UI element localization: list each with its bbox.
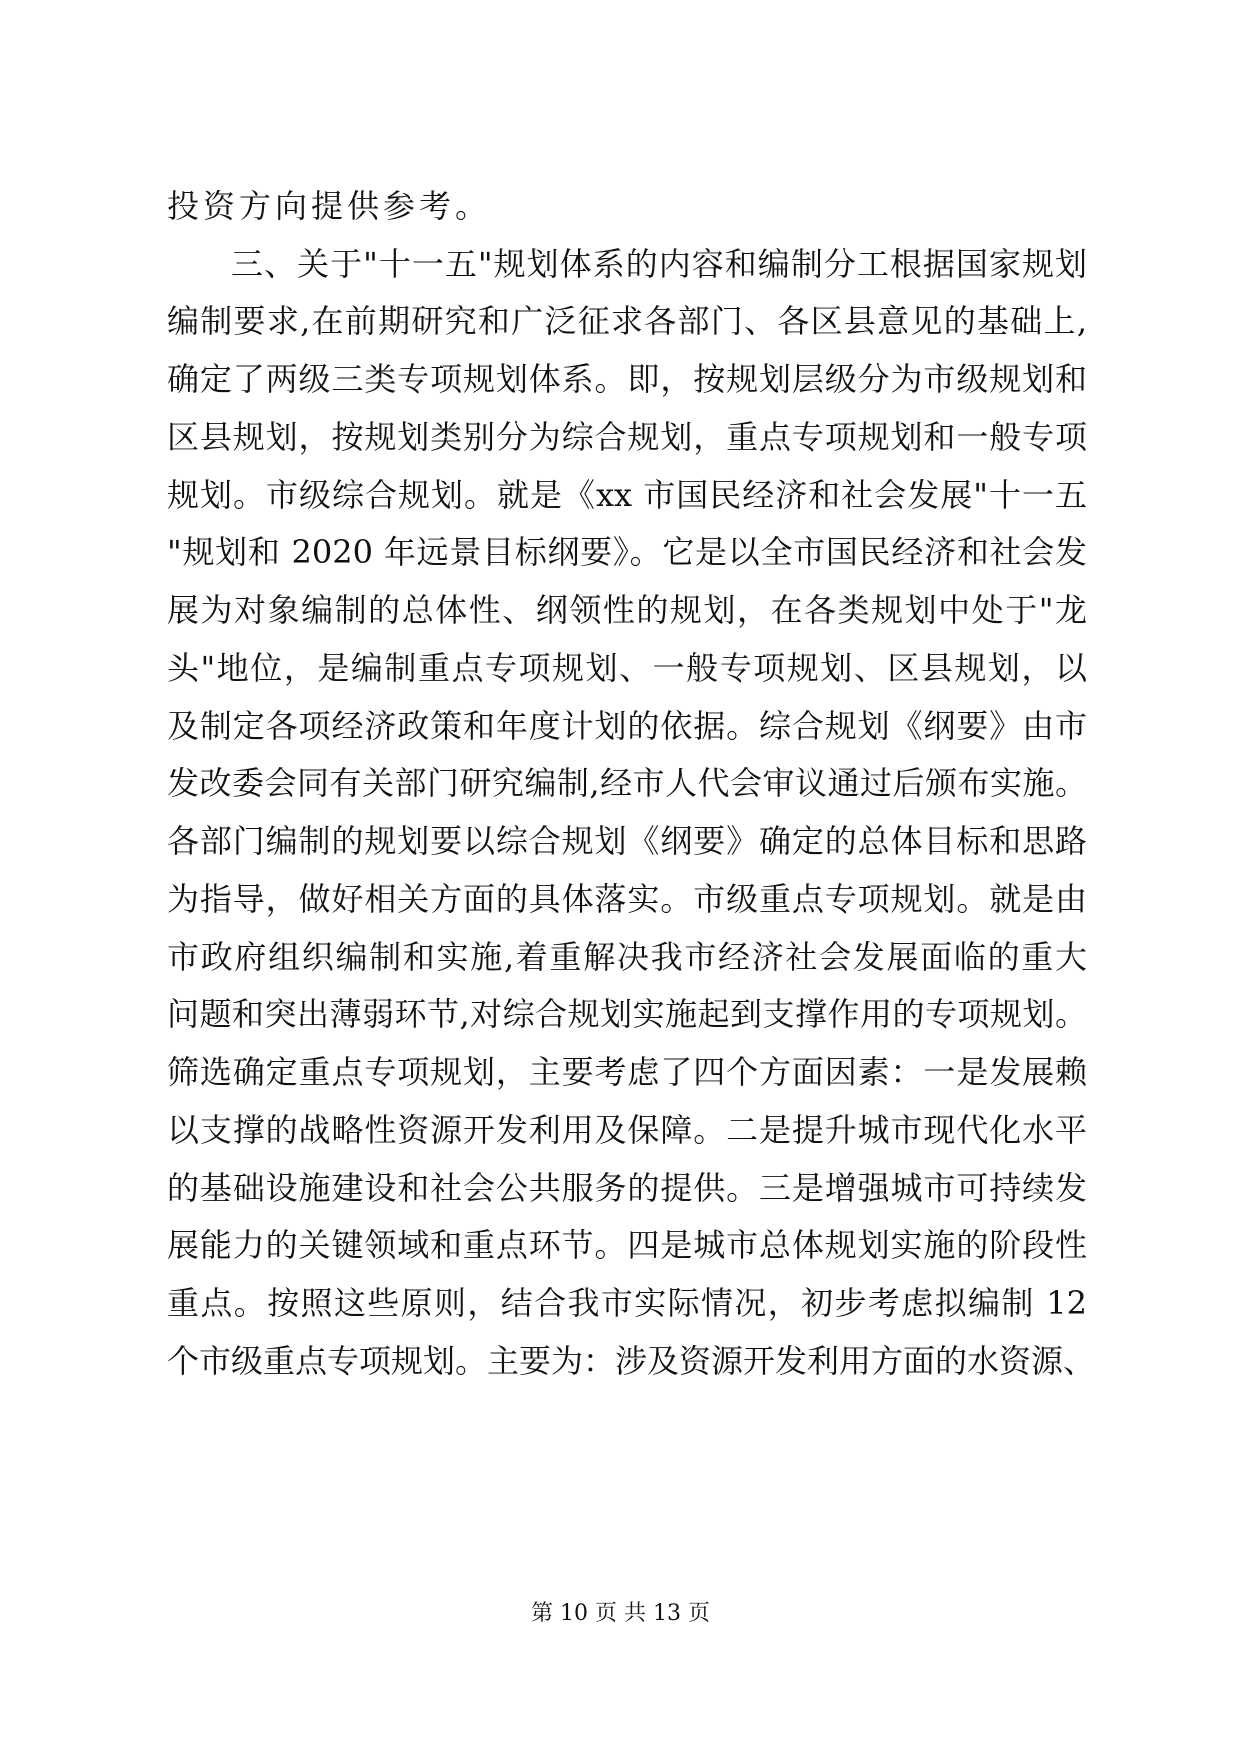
text-line-8: 展为对象编制的总体性、纲领性的规划，在各类规划中处于"龙 <box>167 591 1087 629</box>
text-line-2: 三、关于"十一五"规划体系的内容和编制分工根据国家规划 <box>231 245 1087 283</box>
page-footer: 第 10 页 共 13 页 <box>531 1601 710 1626</box>
text-line-1: 投资方向提供参考。 <box>167 187 492 225</box>
text-line-20: 重点。按照这些原则，结合我市实际情况，初步考虑拟编制 12 <box>167 1284 1087 1322</box>
text-line-6: 规划。市级综合规划。就是《xx 市国民经济和社会发展"十一五 <box>167 476 1087 514</box>
text-line-3: 编制要求,在前期研究和广泛征求各部门、各区县意见的基础上, <box>167 302 1087 340</box>
text-line-4: 确定了两级三类专项规划体系。即，按规划层级分为市级规划和 <box>167 360 1087 398</box>
text-line-21: 个市级重点专项规划。主要为：涉及资源开发利用方面的水资源、 <box>167 1342 1096 1380</box>
text-line-13: 为指导，做好相关方面的具体落实。市级重点专项规划。就是由 <box>167 880 1087 918</box>
text-line-14: 市政府组织编制和实施,着重解决我市经济社会发展面临的重大 <box>167 938 1087 976</box>
text-line-18: 的基础设施建设和社会公共服务的提供。三是增强城市可持续发 <box>167 1169 1087 1207</box>
text-line-9: 头"地位，是编制重点专项规划、一般专项规划、区县规划，以 <box>167 649 1087 687</box>
text-line-19: 展能力的关键领域和重点环节。四是城市总体规划实施的阶段性 <box>167 1226 1087 1264</box>
text-line-17: 以支撑的战略性资源开发利用及保障。二是提升城市现代化水平 <box>167 1111 1087 1149</box>
text-line-7: "规划和 2020 年远景目标纲要》。它是以全市国民经济和社会发 <box>167 533 1087 571</box>
text-line-12: 各部门编制的规划要以综合规划《纲要》确定的总体目标和思路 <box>167 822 1087 860</box>
text-line-15: 问题和突出薄弱环节,对综合规划实施起到支撑作用的专项规划。 <box>167 995 1087 1033</box>
text-line-16: 筛选确定重点专项规划，主要考虑了四个方面因素：一是发展赖 <box>167 1053 1087 1091</box>
text-line-5: 区县规划，按规划类别分为综合规划，重点专项规划和一般专项 <box>167 418 1087 456</box>
text-line-10: 及制定各项经济政策和年度计划的依据。综合规划《纲要》由市 <box>167 707 1087 745</box>
text-line-11: 发改委会同有关部门研究编制,经市人代会审议通过后颁布实施。 <box>167 764 1087 802</box>
